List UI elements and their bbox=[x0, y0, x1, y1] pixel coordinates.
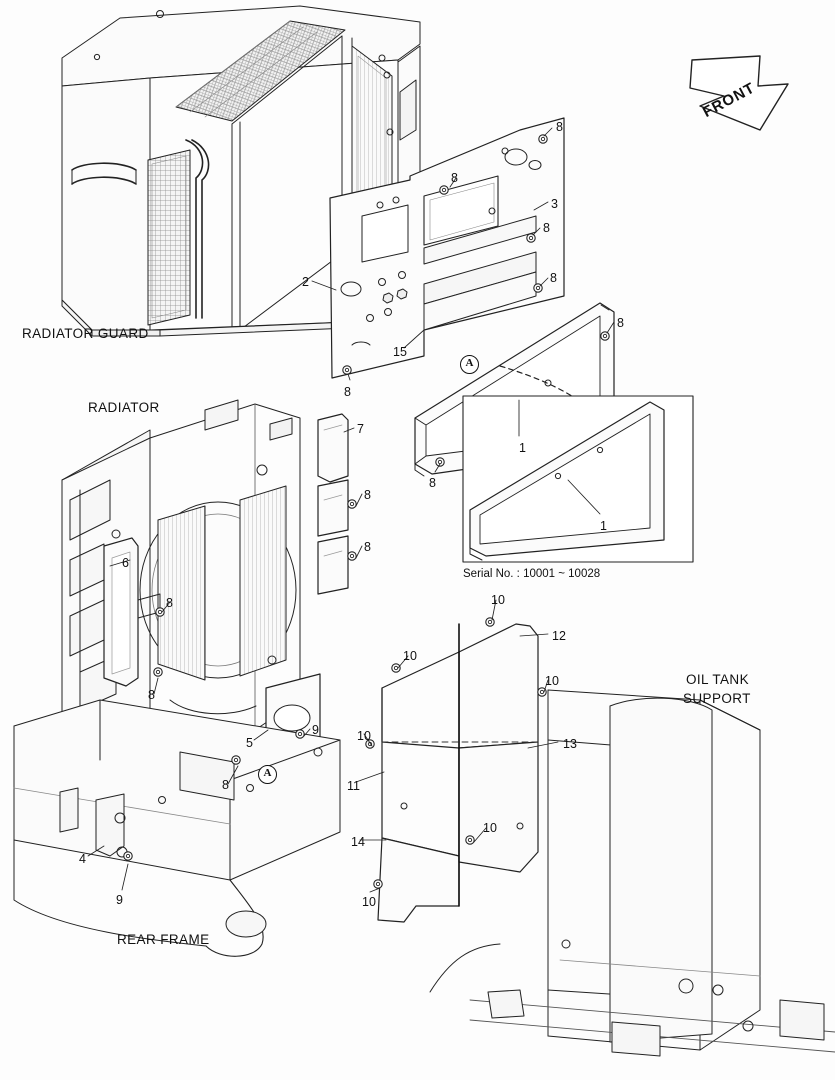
callout-number: 8 bbox=[543, 221, 550, 235]
callout-number: 2 bbox=[302, 275, 309, 289]
callout-number: 13 bbox=[563, 737, 577, 751]
callout-number: 1 bbox=[519, 441, 526, 455]
callout-number: 9 bbox=[116, 893, 123, 907]
callout-number: 10 bbox=[362, 895, 376, 909]
callout-number: 8 bbox=[148, 688, 155, 702]
callout-number: 10 bbox=[357, 729, 371, 743]
callout-number: 8 bbox=[550, 271, 557, 285]
section-label-radiator-guard: RADIATOR GUARD bbox=[22, 326, 149, 341]
callout-number: 14 bbox=[351, 835, 365, 849]
callout-number: 12 bbox=[552, 629, 566, 643]
callout-number: 8 bbox=[556, 120, 563, 134]
section-label-oil-tank: OIL TANK bbox=[686, 672, 749, 687]
callout-number: 8 bbox=[222, 778, 229, 792]
callout-number: 8 bbox=[166, 596, 173, 610]
callout-number: 10 bbox=[403, 649, 417, 663]
section-label-radiator: RADIATOR bbox=[88, 400, 160, 415]
section-label-oil-tank-support: SUPPORT bbox=[683, 691, 751, 706]
callout-number: 7 bbox=[357, 422, 364, 436]
callout-number: 9 bbox=[312, 723, 319, 737]
callout-number: 10 bbox=[545, 674, 559, 688]
callout-number: 15 bbox=[393, 345, 407, 359]
front-direction-label: FRONT bbox=[700, 79, 759, 122]
serial-number-note: Serial No. : 10001 ~ 10028 bbox=[463, 568, 601, 580]
callout-number: 8 bbox=[344, 385, 351, 399]
callout-number: 8 bbox=[451, 171, 458, 185]
section-marker-a-lower: A bbox=[258, 765, 277, 784]
callout-number: 8 bbox=[617, 316, 624, 330]
callout-number: 3 bbox=[551, 197, 558, 211]
callout-number: 8 bbox=[364, 540, 371, 554]
callout-number: 10 bbox=[491, 593, 505, 607]
callout-number: 5 bbox=[246, 736, 253, 750]
section-marker-a-upper: A bbox=[460, 355, 479, 374]
callout-number: 10 bbox=[483, 821, 497, 835]
callout-number: 4 bbox=[79, 852, 86, 866]
callout-number: 8 bbox=[429, 476, 436, 490]
callout-number: 8 bbox=[364, 488, 371, 502]
callout-number: 6 bbox=[122, 556, 129, 570]
callout-number: 1 bbox=[600, 519, 607, 533]
section-label-rear-frame: REAR FRAME bbox=[117, 932, 210, 947]
callout-number: 11 bbox=[347, 779, 360, 793]
